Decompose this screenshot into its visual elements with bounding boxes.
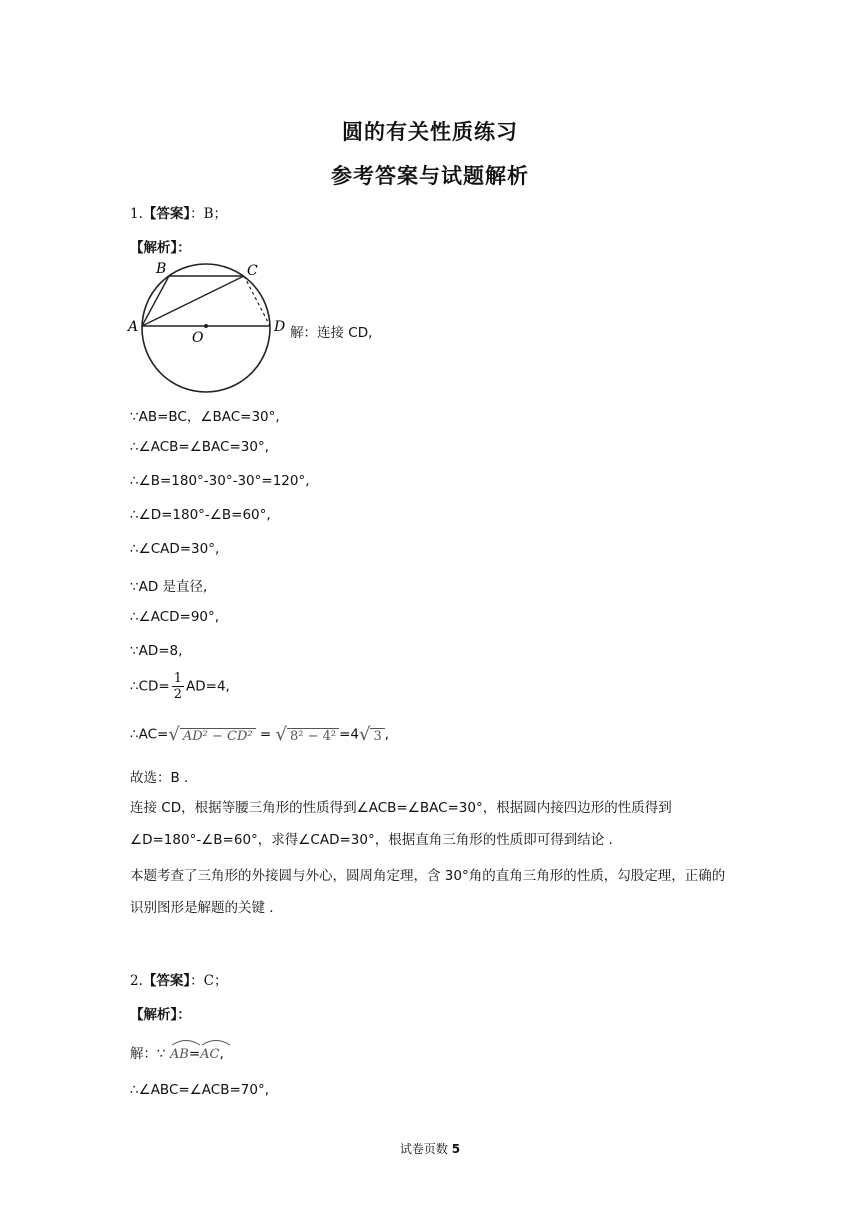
q2-answer-line [130, 969, 227, 989]
q1-analysis-heading [130, 236, 191, 256]
q1-answer-line [130, 202, 227, 222]
q1-choice: 故选：B . [130, 770, 189, 786]
page-subtitle: 参考答案与试题解析 [331, 164, 529, 188]
q1-step: ∵AD=8, [130, 643, 183, 659]
segment-ac [142, 276, 244, 326]
q1-answer-value: ：B； [190, 206, 228, 222]
label-o: O [192, 330, 204, 346]
ac-end: , [384, 726, 390, 743]
circle-diagram [126, 258, 292, 398]
label-a: A [128, 319, 139, 335]
arc-ab [170, 1042, 189, 1062]
ac-eq: =4 [339, 726, 359, 743]
frac-denominator: 2 [173, 687, 183, 702]
segment-cd-dashed [244, 276, 270, 326]
arc-ab-text: AB [169, 1047, 189, 1062]
arc-end: , [219, 1046, 224, 1062]
q2-answer-value: ：C； [190, 973, 228, 989]
cd-suffix: AD=4, [186, 678, 230, 695]
sqrt-3-body: 3 [370, 728, 384, 744]
page-footer [0, 1140, 860, 1157]
label-b: B [156, 261, 167, 277]
q1-intro: 解：连接 CD, [290, 325, 373, 341]
q1-step: ∵AB=BC，∠BAC=30°, [130, 409, 280, 425]
sqrt-ad-cd: √ AD² − CD² [168, 724, 255, 745]
cd-prefix: ∴CD= [130, 678, 170, 695]
center-point [204, 324, 208, 328]
q1-step: ∴∠CAD=30°, [130, 541, 220, 557]
q1-step: ∴∠ACB=∠BAC=30°, [130, 439, 270, 455]
q1-summary-text: 本题考查了三角形的外接圆与外心，圆周角定理，含 30°角的直角三角形的性质，勾股定理，正确的识别图形是解题的关键 . [130, 868, 726, 916]
q1-analysis-label: 【解析】 [130, 240, 178, 256]
q2-arc-line [130, 1042, 224, 1062]
q2-intro: 解：∵ [130, 1046, 166, 1062]
ac-prefix: ∴AC= [130, 726, 169, 743]
q1-explain [130, 792, 730, 856]
q1-explain-text: 连接 CD，根据等腰三角形的性质得到∠ACB=∠BAC=30°，根据圆内接四边形的性质得到∠D=180°-∠B=60°，求得∠CAD=30°，根据直角三角形的性质即可得到结论 . [130, 800, 672, 848]
label-c: C [247, 263, 258, 279]
q1-answer-label: 【答案】 [142, 206, 191, 222]
arc-ac [200, 1042, 219, 1062]
q1-number: 1. [130, 206, 143, 222]
ac-mid: = [259, 726, 272, 743]
q2-number: 2. [130, 973, 143, 989]
sqrt-8-4-body: 8² − 4² [287, 728, 339, 744]
q2-analysis-label: 【解析】 [130, 1007, 178, 1023]
q2-step: ∴∠ABC=∠ACB=70°, [130, 1082, 270, 1098]
fraction-half [172, 672, 184, 701]
arc-ac-text: AC [200, 1047, 220, 1062]
q2-analysis-colon: ： [177, 1007, 191, 1023]
q1-step: ∴∠D=180°-∠B=60°, [130, 507, 271, 523]
segment-ab [142, 276, 169, 326]
q1-step: ∵AD 是直径, [130, 579, 208, 595]
q1-step: ∴∠ACD=90°, [130, 609, 220, 625]
sqrt-8-4: √ 8² − 4² [275, 724, 339, 745]
q2-analysis-heading [130, 1003, 191, 1023]
frac-numerator: 1 [173, 671, 183, 686]
q1-ac-line [130, 724, 389, 745]
sqrt-3: √ 3 [359, 724, 385, 745]
sqrt-ad-cd-body: AD² − CD² [180, 728, 256, 744]
q1-analysis-colon: ： [177, 240, 191, 256]
q1-step: ∴∠B=180°-30°-30°=120°, [130, 473, 310, 489]
q1-cd-line [130, 672, 230, 701]
q2-answer-label: 【答案】 [142, 973, 191, 989]
q1-summary [130, 860, 730, 924]
arc-eq: = [188, 1046, 201, 1062]
footer-page-number: 5 [451, 1142, 461, 1156]
label-d: D [274, 319, 286, 335]
footer-label: 试卷页数 [399, 1142, 448, 1156]
page-title: 圆的有关性质练习 [342, 120, 518, 144]
